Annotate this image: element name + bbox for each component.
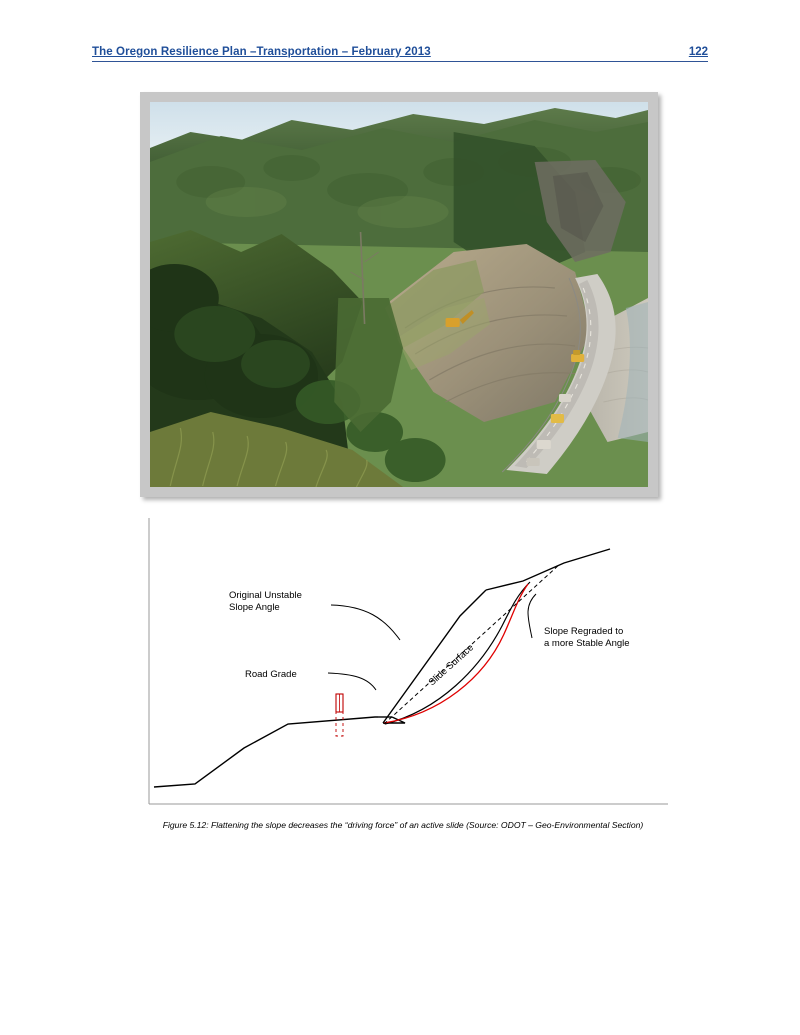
page-header bbox=[92, 46, 708, 62]
ground-line-lower bbox=[154, 717, 378, 787]
construction-truck bbox=[571, 354, 584, 362]
document-title: The Oregon Resilience Plan –Transportation – February 2013 bbox=[92, 46, 431, 58]
upper-ground-line bbox=[486, 549, 610, 590]
photo-figure-frame bbox=[140, 92, 658, 497]
slope-regrading-diagram bbox=[140, 518, 668, 808]
landslide-photo-graphic bbox=[150, 102, 648, 487]
label-road-grade: Road Grade bbox=[245, 669, 297, 680]
label-slide-surface: Slide Surface bbox=[426, 642, 477, 689]
leader-regraded bbox=[528, 594, 536, 638]
page-number: 122 bbox=[688, 46, 708, 58]
label-original-slope-line1: Original Unstable bbox=[229, 590, 302, 601]
leader-original-slope bbox=[331, 605, 400, 640]
original-slope-face bbox=[383, 590, 486, 723]
label-original-slope-line2: Slope Angle bbox=[229, 602, 280, 613]
slope-diagram-graphic bbox=[140, 518, 668, 808]
label-regraded-line1: Slope Regraded to bbox=[544, 626, 624, 637]
figure-caption: Figure 5.12: Flattening the slope decreases the “driving force” of an active slide (Source: ODOT – Geo-Environmental Section) bbox=[162, 820, 644, 830]
leader-road-grade bbox=[328, 673, 376, 690]
landslide-photo bbox=[150, 102, 648, 487]
label-regraded-line2: a more Stable Angle bbox=[544, 638, 630, 649]
borehole-symbol bbox=[336, 694, 343, 736]
dashed-original-line bbox=[384, 564, 560, 724]
